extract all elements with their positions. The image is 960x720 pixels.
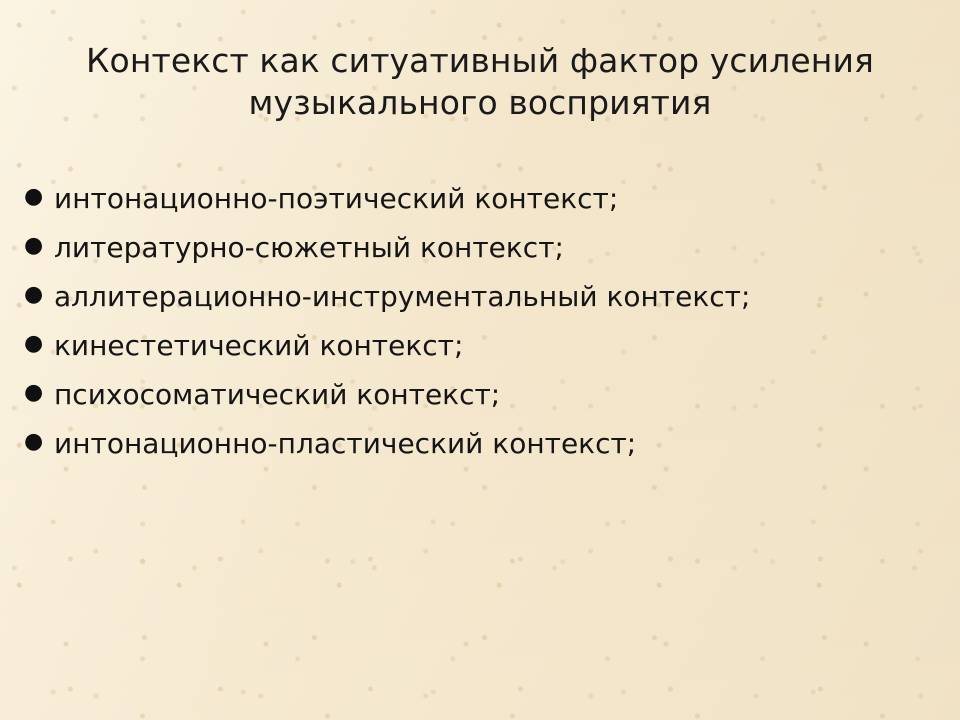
list-item-label: аллитерационно-инструментальный контекст; [54, 280, 751, 314]
bullet-icon: ● [24, 331, 44, 357]
bullet-icon: ● [24, 184, 44, 209]
list-item-label: кинестетический контекст; [54, 329, 464, 363]
list-item-label: психосоматический контекст; [54, 378, 501, 412]
bullet-icon: ● [24, 380, 44, 406]
list-item [24, 329, 936, 362]
list-item [24, 378, 936, 411]
bullet-icon: ● [24, 429, 44, 455]
list-item [24, 427, 936, 460]
list-item [24, 182, 936, 215]
list-item-label: интонационно-поэтический контекст; [54, 182, 619, 215]
bullet-icon: ● [24, 282, 44, 308]
list-item [24, 231, 936, 264]
list-item [24, 280, 936, 313]
page-title: Контекст как ситуативный фактор усиления музыкального восприятия [86, 41, 874, 123]
list-item-label: интонационно-пластический контекст; [54, 427, 637, 461]
bullet-list [24, 182, 936, 476]
list-item-label: литературно-сюжетный контекст; [54, 231, 564, 265]
bullet-icon: ● [24, 233, 44, 259]
